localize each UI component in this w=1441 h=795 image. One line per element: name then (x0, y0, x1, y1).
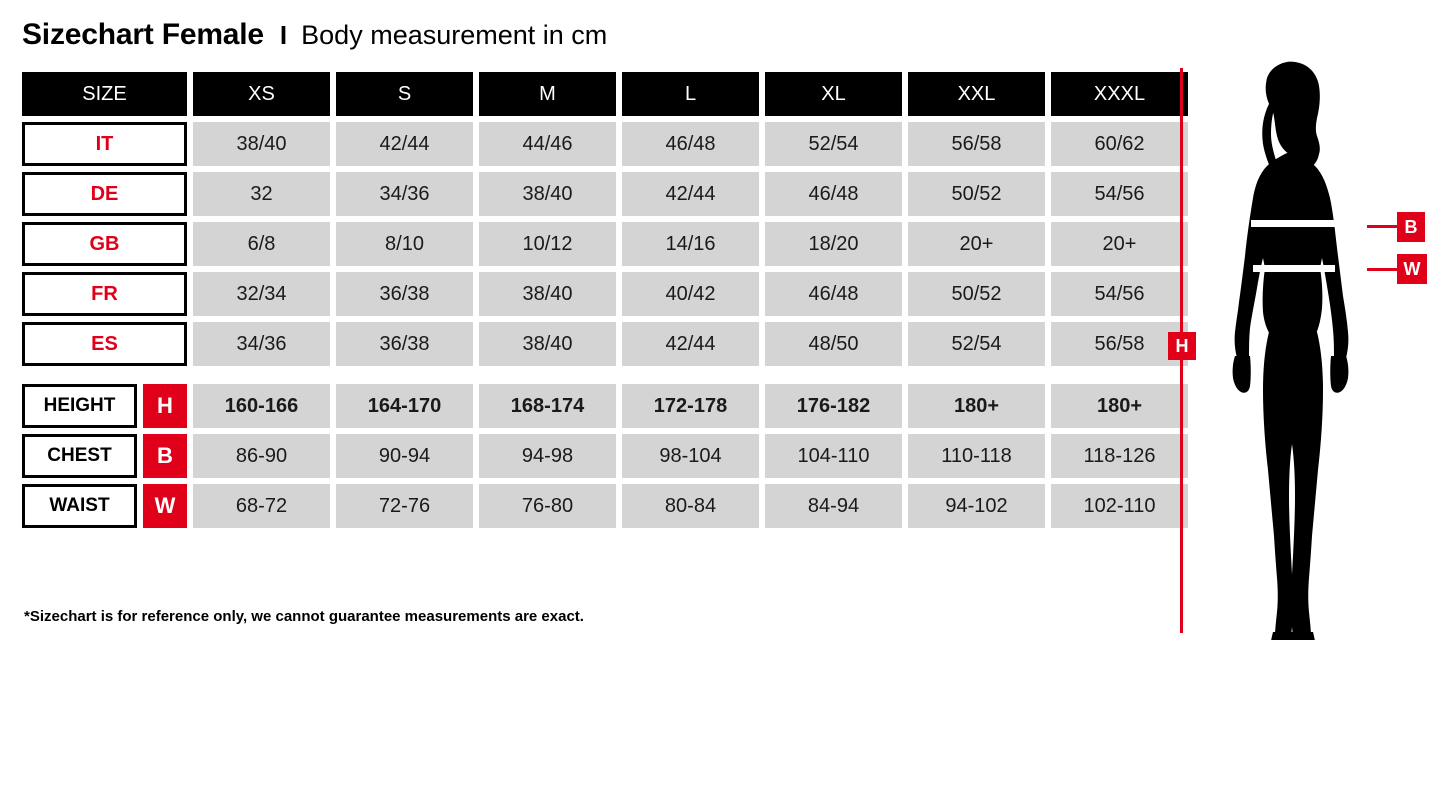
cell-es-xs: 34/36 (193, 322, 330, 366)
row-label-gb: GB (22, 222, 187, 266)
table-row (22, 122, 1188, 166)
chest-marker-badge: B (1397, 212, 1425, 242)
cell-gb-l: 14/16 (622, 222, 759, 266)
cell-it-s: 42/44 (336, 122, 473, 166)
table-row (22, 272, 1188, 316)
cell-chest-xxxl: 118-126 (1051, 434, 1188, 478)
cell-chest-l: 98-104 (622, 434, 759, 478)
header-size-s: S (336, 72, 473, 116)
cell-waist-xxxl: 102-110 (1051, 484, 1188, 528)
table-row (22, 322, 1188, 366)
table-row (22, 384, 1188, 428)
row-label-waist: WAIST (22, 484, 137, 528)
female-body-silhouette-icon (1205, 60, 1375, 640)
cell-fr-xl: 46/48 (765, 272, 902, 316)
cell-fr-l: 40/42 (622, 272, 759, 316)
sizechart-table (22, 72, 1188, 534)
cell-de-xl: 46/48 (765, 172, 902, 216)
cell-height-s: 164-170 (336, 384, 473, 428)
cell-waist-s: 72-76 (336, 484, 473, 528)
cell-de-xxl: 50/52 (908, 172, 1045, 216)
cell-de-l: 42/44 (622, 172, 759, 216)
cell-it-l: 46/48 (622, 122, 759, 166)
header-size-xl: XL (765, 72, 902, 116)
cell-it-xl: 52/54 (765, 122, 902, 166)
row-label-height: HEIGHT (22, 384, 137, 428)
row-label-es: ES (22, 322, 187, 366)
footnote: *Sizechart is for reference only, we cannot guarantee measurements are exact. (24, 608, 584, 625)
cell-es-s: 36/38 (336, 322, 473, 366)
cell-it-xs: 38/40 (193, 122, 330, 166)
table-row (22, 484, 1188, 528)
cell-chest-s: 90-94 (336, 434, 473, 478)
cell-gb-xl: 18/20 (765, 222, 902, 266)
cell-fr-xxxl: 54/56 (1051, 272, 1188, 316)
cell-height-m: 168-174 (479, 384, 616, 428)
cell-height-xxxl: 180+ (1051, 384, 1188, 428)
cell-waist-xl: 84-94 (765, 484, 902, 528)
cell-height-xs: 160-166 (193, 384, 330, 428)
cell-es-xl: 48/50 (765, 322, 902, 366)
row-label-it: IT (22, 122, 187, 166)
title-main: Sizechart Female (22, 18, 264, 51)
cell-height-xxl: 180+ (908, 384, 1045, 428)
cell-de-xs: 32 (193, 172, 330, 216)
row-label-de: DE (22, 172, 187, 216)
cell-fr-m: 38/40 (479, 272, 616, 316)
table-header-row (22, 72, 1188, 116)
badge-h: H (143, 384, 187, 428)
header-size-xs: XS (193, 72, 330, 116)
cell-fr-xxl: 50/52 (908, 272, 1045, 316)
cell-gb-s: 8/10 (336, 222, 473, 266)
row-label-chest: CHEST (22, 434, 137, 478)
cell-it-xxxl: 60/62 (1051, 122, 1188, 166)
cell-es-xxl: 52/54 (908, 322, 1045, 366)
cell-es-xxxl: 56/58 (1051, 322, 1188, 366)
table-row (22, 172, 1188, 216)
cell-it-m: 44/46 (479, 122, 616, 166)
height-marker-badge: H (1168, 332, 1196, 360)
row-label-fr: FR (22, 272, 187, 316)
cell-chest-m: 94-98 (479, 434, 616, 478)
cell-fr-xs: 32/34 (193, 272, 330, 316)
cell-es-l: 42/44 (622, 322, 759, 366)
header-size-xxl: XXL (908, 72, 1045, 116)
cell-de-m: 38/40 (479, 172, 616, 216)
cell-gb-xs: 6/8 (193, 222, 330, 266)
header-size-xxxl: XXXL (1051, 72, 1188, 116)
cell-waist-xxl: 94-102 (908, 484, 1045, 528)
cell-waist-m: 76-80 (479, 484, 616, 528)
badge-w: W (143, 484, 187, 528)
cell-chest-xs: 86-90 (193, 434, 330, 478)
body-measurement-diagram (1160, 60, 1441, 640)
badge-b: B (143, 434, 187, 478)
cell-de-xxxl: 54/56 (1051, 172, 1188, 216)
header-size-m: M (479, 72, 616, 116)
title-separator: I (279, 20, 288, 50)
cell-waist-xs: 68-72 (193, 484, 330, 528)
cell-height-l: 172-178 (622, 384, 759, 428)
title-subtitle: Body measurement in cm (301, 20, 608, 50)
cell-chest-xxl: 110-118 (908, 434, 1045, 478)
cell-it-xxl: 56/58 (908, 122, 1045, 166)
table-row (22, 222, 1188, 266)
cell-de-s: 34/36 (336, 172, 473, 216)
cell-gb-xxl: 20+ (908, 222, 1045, 266)
cell-height-xl: 176-182 (765, 384, 902, 428)
waist-marker-badge: W (1397, 254, 1427, 284)
header-size-l: L (622, 72, 759, 116)
header-size-label: SIZE (22, 72, 187, 116)
cell-es-m: 38/40 (479, 322, 616, 366)
cell-chest-xl: 104-110 (765, 434, 902, 478)
cell-waist-l: 80-84 (622, 484, 759, 528)
page-title (22, 18, 607, 52)
cell-fr-s: 36/38 (336, 272, 473, 316)
table-row (22, 434, 1188, 478)
cell-gb-xxxl: 20+ (1051, 222, 1188, 266)
cell-gb-m: 10/12 (479, 222, 616, 266)
